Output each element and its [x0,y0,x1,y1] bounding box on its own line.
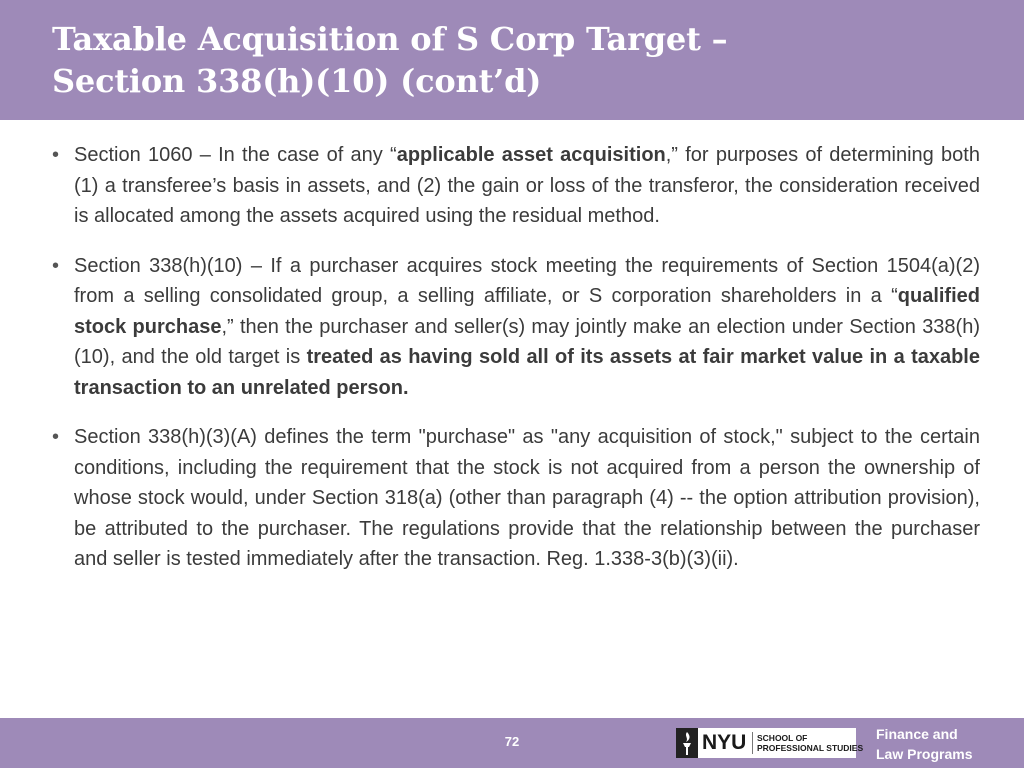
nyu-sps-logo [676,728,864,758]
bullet-marker: • [52,144,60,166]
bullet-marker: • [52,426,60,448]
footer-bar [0,718,1024,768]
slide-title-line-1: Taxable Acquisition of S Corp Target – [52,20,728,58]
header-bar [0,0,1024,120]
bullet-text: ,” then the purchaser and seller(s) may jointly make an election under Section 338(h)(10), and the old target is [74,315,981,368]
school-name [757,734,863,753]
page-number: 72 [504,734,520,749]
bullet-bold-text: qualified stock purchase [74,285,980,338]
school-name-line-2: PROFESSIONAL STUDIES [757,742,864,753]
bullet-bold-text: applicable asset acquisition [396,144,666,166]
torch-icon [676,728,698,758]
program-name [876,724,972,764]
bullet-text: Section 338(h)(10) – If a purchaser acquires stock meeting the requirements of Section 1504(a)(2) from a selling consolidated group, a selling affiliate, or S corporation shareholders in a “ [74,254,980,307]
bullet-section-1060 [52,140,980,232]
bullet-section-338h3a [52,422,980,575]
school-name-line-1: SCHOOL OF [757,733,808,743]
bullet-marker: • [52,254,60,277]
logo-divider [752,732,753,754]
bullet-bold-text: treated as having sold all of its assets at fair market value in a taxable transaction to an unrelated person. [74,346,980,399]
nyu-wordmark: NYU [702,731,747,754]
slide-body [52,140,980,594]
program-name-line-2: Law Programs [876,746,973,762]
bullet-section-338h10 [52,251,980,404]
program-name-line-1: Finance and [876,726,958,742]
slide-title-line-2: Section 338(h)(10) (cont’d) [52,62,542,100]
slide-title [52,18,727,102]
bullet-text: Section 1060 – In the case of any “ [74,144,397,166]
bullet-text: Section 338(h)(3)(A) defines the term "purchase" as "any acquisition of stock," subject to the certain conditions, including the requirement that the stock is not acquired from a person the ownership of whose stock would, under Section 318(a) (other than paragraph (4) -- the option attribution provision), be attributed to the purchaser. The regulations provide that the relationship between the purchaser and seller is tested immediately after the transaction. Reg. 1.338-3(b)(3)(ii). [74,426,980,570]
bullet-text: ,” for purposes of determining both (1) a transferee’s basis in assets, and (2) the gain or loss of the transferor, the consideration received is allocated among the assets acquired using the residual method. [74,144,980,227]
